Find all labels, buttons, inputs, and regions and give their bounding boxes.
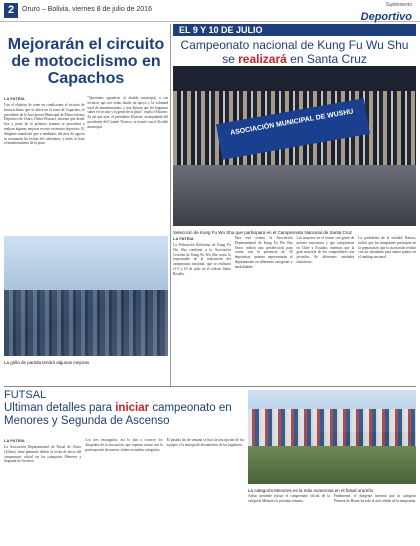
title-part: campeonato en Menores y Segunda de Ascenso xyxy=(4,402,232,427)
futsal-photo-caption: La categoría Menores es la más numerosa en el futsal orureño xyxy=(248,488,374,493)
kungfu-article-title xyxy=(173,39,416,66)
article-paragraph: La presidenta de la entidad, Ramos, indicó que los integrantes participan en la preparación que la asociación realizó con un calendario para sumar puntos en el ranking nacional. xyxy=(358,236,416,260)
article-paragraph: Con el objetivo de tener en condiciones el circuito de motociclismo que se ubica en la zona de Capachos, el presidente de la Asociación Municipal de Motociclismo Deportivo de Oruro, Dieter Elsasser, informó que desde hoy y parte de la próxima semana se procederá a realizar algunas mejoras en este escenario deportivo. El dirigente manifestó que a mediados del mes de agosto se retomarán las fechas del calendario, y antes se hará el mantenimiento de la pista. xyxy=(4,103,85,146)
team-banner: ASOCIACIÓN MUNICIPAL DE WUSHU xyxy=(216,98,370,160)
article-paragraph: Para este evento la Asociación Departamental de Kung Fu Wu Shu Oruro realizó una preselección para contar con la presencia de 30 deportistas, quienes representarán al departamento en diferentes categorías y modalidades. xyxy=(234,236,293,269)
section-label: FUTSAL xyxy=(4,389,47,401)
kungfu-photo-caption: Selección de Kung Fu Wu Shu que participará en el Campeonato Nacional de Santa Cruz xyxy=(173,230,353,235)
futsal-team-photo xyxy=(248,390,416,484)
article-paragraph: La Asociación Departamental de Futsal de Oruro (Adfuo), tiene planeado definir la fecha de inicio del campeonato oficial en las categorías Menores y Segunda de Ascenso. xyxy=(4,445,82,464)
futsal-article-body xyxy=(4,438,244,542)
dateline: Oruro – Bolivia, viernes 8 de julio de 2016 xyxy=(22,6,152,13)
page-number: 2 xyxy=(4,3,18,18)
date-banner-text: EL 9 Y 10 DE JULIO xyxy=(179,25,263,35)
article-paragraph: Adfuo pretende iniciar el campeonato oficial de la categoría Menores la próxima semana. xyxy=(248,494,330,503)
logo-main-text: Deportivo xyxy=(360,11,412,23)
logo-top-text: Suplemento xyxy=(385,2,412,8)
article-column xyxy=(297,236,355,386)
article-column xyxy=(4,438,81,542)
motorcycle-article-body xyxy=(4,96,168,236)
title-highlight: iniciar xyxy=(115,402,150,414)
article-column xyxy=(248,494,330,542)
motorcycle-article xyxy=(4,24,168,386)
article-source: LA PATRIA xyxy=(4,438,25,443)
article-column xyxy=(173,236,231,386)
article-paragraph: El pasado fin de semana se hizo la inscripción de los equipos y la entrega de documentos de los jugadores. xyxy=(166,438,244,447)
page-header xyxy=(0,0,420,22)
article-column xyxy=(358,236,416,386)
title-part: Campeonato nacional de Kung Fu Wu Shu se xyxy=(180,38,409,66)
date-banner xyxy=(173,24,416,36)
article-source: LA PATRIA xyxy=(4,96,25,101)
futsal-article-title xyxy=(4,402,244,428)
motorcycle-article-title: Mejorarán el circuito de motociclismo en Capachos xyxy=(7,36,165,87)
column-divider xyxy=(170,24,171,386)
section-divider xyxy=(4,386,416,387)
article-paragraph: La Federación Boliviana de Kung Fu Wu Shu confirmó a la Asociación Cruceña de Kung Fu Wu Shu como la responsable de la realización del campeonato nacional, que se realizará el 9 y 10 de julio en el coliseo Santa Rosalía. xyxy=(173,243,231,276)
article-column xyxy=(334,494,416,542)
article-column xyxy=(235,236,293,386)
kungfu-team-photo xyxy=(173,66,416,226)
title-part: Ultiman detalles para xyxy=(4,402,113,414)
article-paragraph: Los tres encargados, así lo dan a conocer los dirigentes de la asociación, que esperan contar con la participación de nuevos clubes en ambas categorías. xyxy=(85,438,163,452)
motorcycle-track-photo xyxy=(4,236,168,356)
kungfu-article-body xyxy=(173,236,416,386)
futsal-article-body-continued xyxy=(248,494,416,542)
motorcycle-photo-caption: La grilla de partida tendrá algunas mejoras xyxy=(4,360,90,365)
article-column xyxy=(4,96,85,236)
title-highlight: realizará xyxy=(238,51,287,66)
article-source: LA PATRIA xyxy=(173,236,194,241)
article-column xyxy=(85,438,162,542)
title-part: en Santa Cruz xyxy=(290,51,367,66)
article-paragraph: Los mayores en el torneo son gente de notoria trayectoria y que compitieron en Chile y Ecuador, mientras que la gran mayoría de los competidores son juveniles de diferentes unidades educativas. xyxy=(296,236,355,264)
article-paragraph: "Queremos agradecer al alcalde municipal, a sus técnicos que nos están dando un apoyo y la voluntad total de mantenimiento, y nos dijeron que les hagamos saber el circuito y la gente de la pista", explicó Elsasser. Es así que ayer, el presidente Elsasser, acompañado del presidente del Comité Técnico, se reunió con el Alcalde municipal. xyxy=(87,96,169,129)
article-column xyxy=(167,438,244,542)
kungfu-article xyxy=(173,24,416,386)
article-paragraph: Finalmente, el dirigente informó que la categoría Primera de Honor ha sido el más reñido de la temporada. xyxy=(334,494,416,503)
article-column xyxy=(88,96,169,236)
